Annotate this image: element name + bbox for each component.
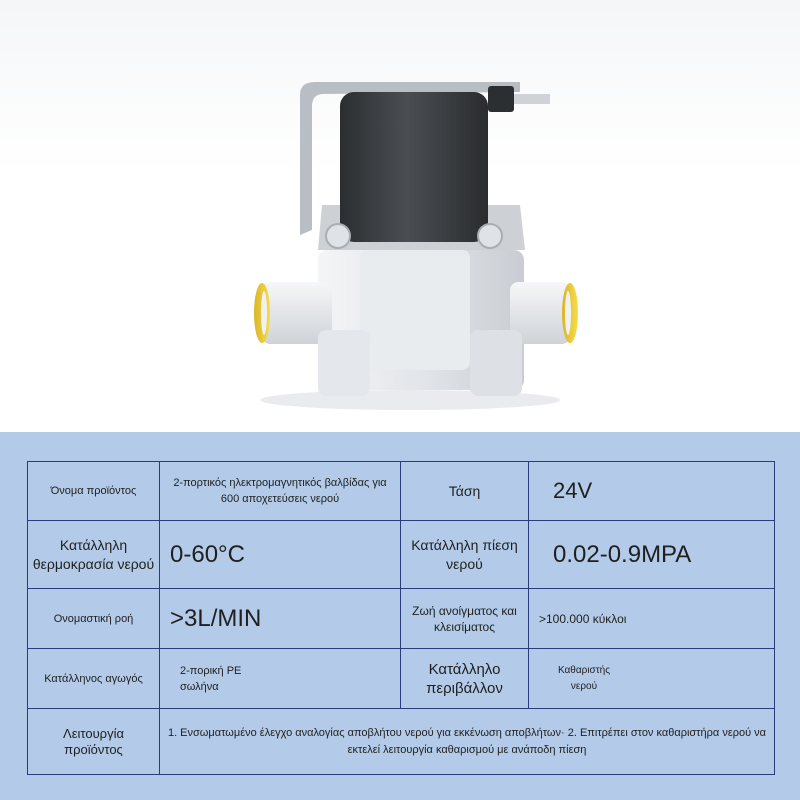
spec-value-pipe: 2-πορική PE σωλήνα (160, 649, 401, 709)
spec-panel (0, 432, 800, 800)
spec-label-rated-flow: Ονομαστική ροή (28, 589, 160, 649)
spec-label-pipe: Κατάλληνος αγωγός (28, 649, 160, 709)
spec-value-water-temperature: 0-60°C (160, 521, 401, 589)
table-row (28, 462, 775, 521)
table-row (28, 589, 775, 649)
spec-value-product-name: 2-πορτικός ηλεκτρομαγνητικός βαλβίδας για 600 αποχετεύσεις νερού (160, 462, 401, 521)
spec-value-rated-flow: >3L/MIN (160, 589, 401, 649)
spec-label-voltage: Τάση (401, 462, 529, 521)
spec-value-water-pressure: 0.02-0.9MPA (529, 521, 775, 589)
spec-label-product-name: Όνομα προϊόντος (28, 462, 160, 521)
spec-label-function: Λειτουργία προϊόντος (28, 709, 160, 775)
spec-table (27, 461, 775, 775)
spec-value-environment: Καθαριστής νερού (529, 649, 775, 709)
table-row (28, 649, 775, 709)
table-row (28, 709, 775, 775)
spec-label-water-temperature: Κατάλληλη θερμοκρασία νερού (28, 521, 160, 589)
spec-value-function: 1. Ενσωματωμένο έλεγχο αναλογίας αποβλήτου νερού για εκκένωση αποβλήτων· 2. Επιτρέπει στον καθαριστήρα νερού να εκτελεί λειτουργία καθαρισμού με ανάποδη πίεση (160, 709, 775, 775)
spec-label-water-pressure: Κατάλληλη πίεση νερού (401, 521, 529, 589)
spec-value-cycle-life: >100.000 κύκλοι (529, 589, 775, 649)
spec-label-cycle-life: Ζωή ανοίγματος και κλεισίματος (401, 589, 529, 649)
spec-value-voltage: 24V (529, 462, 775, 521)
table-row (28, 521, 775, 589)
spec-label-environment: Κατάλληλο περιβάλλον (401, 649, 529, 709)
